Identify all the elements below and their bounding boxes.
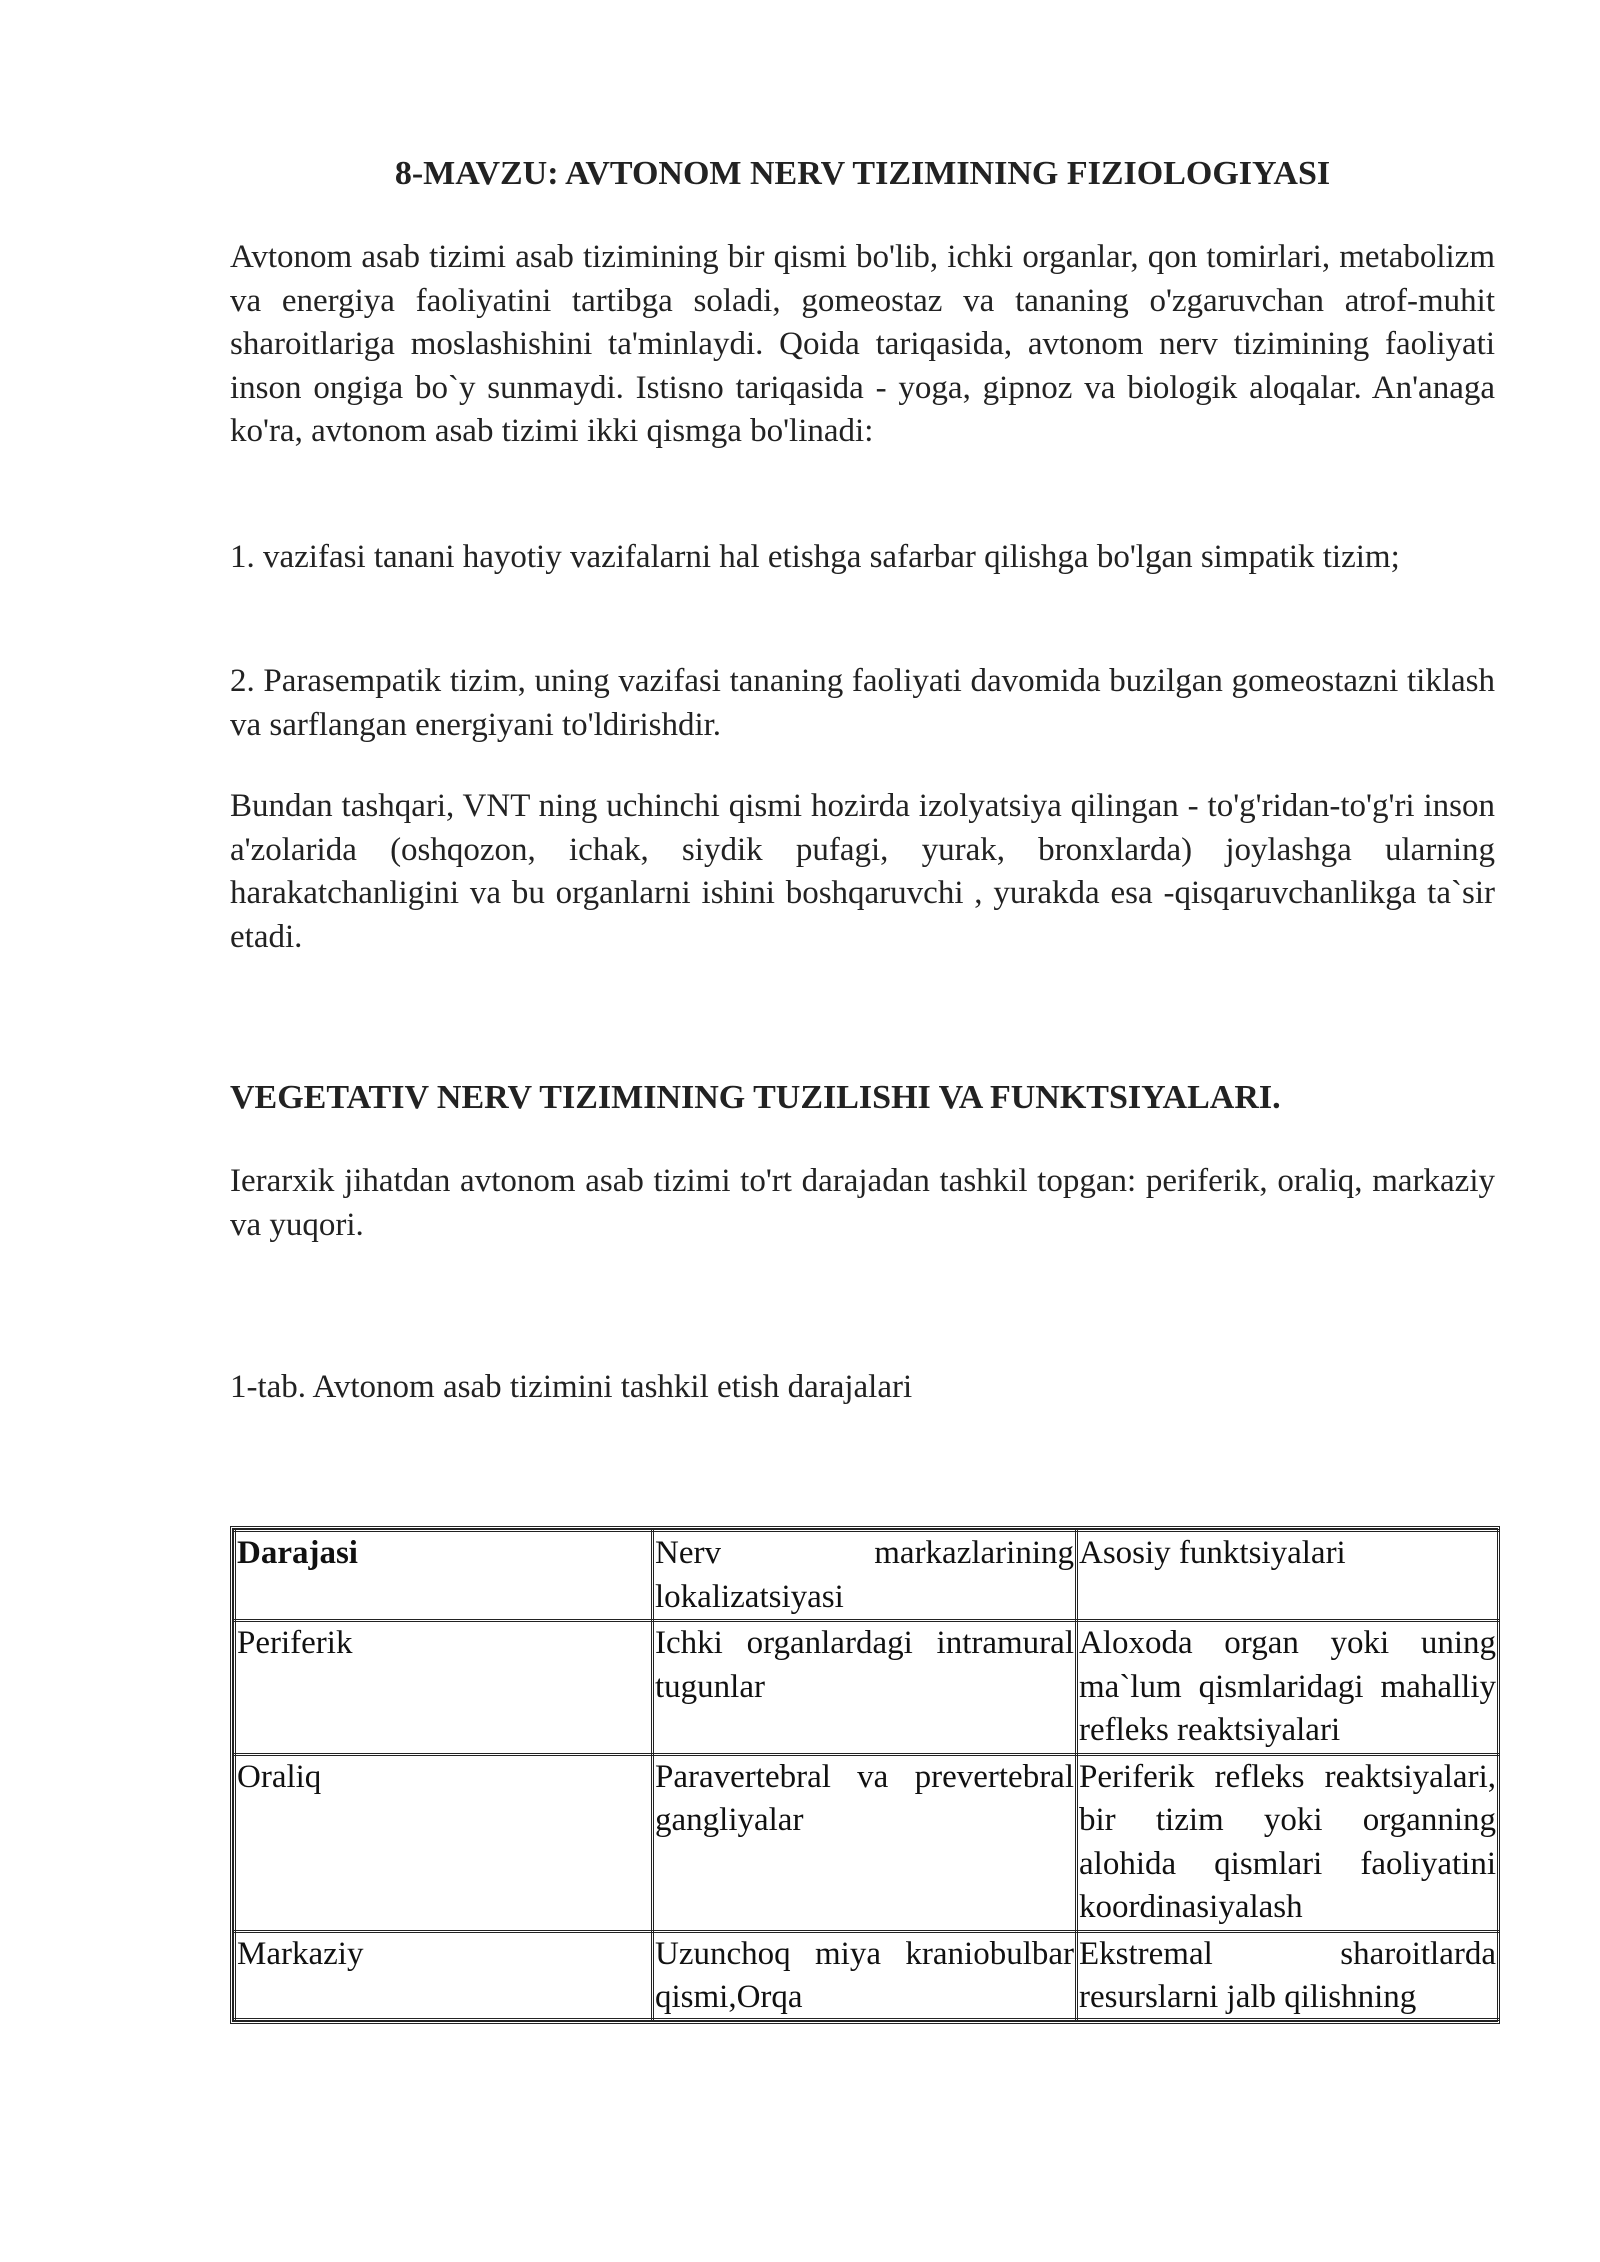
table-cell: Periferik [235,1621,653,1755]
paragraph-third-part: Bundan tashqari, VNT ning uchinchi qismi hozirda izolyatsiya qilingan - to'g'ridan-to'g'ri inson a'zolarida (oshqozon, ichak, siydik pufagi, yurak, bronxlarda) joylashga ularning harakatchanligini va bu organlarni ishini boshqaruvchi , yurakda esa -qisqaruvchanlikga ta`sir etadi. [230,788,1495,955]
header-cell-localization: Nerv markazlarining lokalizatsiyasi [653,1531,1077,1621]
header-cell-functions: Asosiy funktsiyalari [1077,1531,1499,1621]
paragraph-parasympathetic: 2. Parasempatik tizim, uning vazifasi tananing faoliyati davomida buzilgan gomeostazni tiklash va sarflangan energiyani to'ldirishdir. [230,663,1495,743]
document-title: 8-MAVZU: AVTONOM NERV TIZIMINING FIZIOLOGIYASI [394,155,1331,192]
table-cell: Markaziy [235,1931,653,2019]
table-cell: Periferik refleks reaktsiyalari, bir tizim yoki organning alohida qismlari faoliyatini koordinasiyalash [1077,1754,1499,1931]
paragraph-sympathetic: 1. vazifasi tanani hayotiy vazifalarni hal etishga safarbar qilishga bo'lgan simpatik tizim; [230,539,1400,575]
table-row [235,1931,1499,2019]
levels-table [230,1526,1500,2024]
table-cell: Ichki organlardagi intramural tugunlar [653,1621,1077,1755]
table-header-row [235,1531,1499,1621]
header-cell-level: Darajasi [235,1531,653,1621]
table-cell: Uzunchoq miya kraniobulbar qismi,Orqa [653,1931,1077,2019]
section-heading: VEGETATIV NERV TIZIMINING TUZILISHI VA FUNKTSIYALARI. [230,1079,1281,1116]
table-caption: 1-tab. Avtonom asab tizimini tashkil etish darajalari [230,1369,913,1405]
table-row [235,1621,1499,1755]
table-cell: Oraliq [235,1754,653,1931]
section-paragraph: Ierarxik jihatdan avtonom asab tizimi to'rt darajadan tashkil topgan: periferik, oraliq, markaziy va yuqori. [230,1163,1495,1243]
table-cell: Aloxoda organ yoki uning ma`lum qismlaridagi mahalliy refleks reaktsiyalari [1077,1621,1499,1755]
table-cell: Paravertebral va prevertebral gangliyalar [653,1754,1077,1931]
table-row [235,1754,1499,1931]
table-cell: Ekstremal sharoitlarda resurslarni jalb qilishning [1077,1931,1499,2019]
paragraph-intro: Avtonom asab tizimi asab tizimining bir qismi bo'lib, ichki organlar, qon tomirlari, metabolizm va energiya faoliyatini tartibga soladi, gomeostaz va tananing o'zgaruvchan atrof-muhit sharoitlariga moslashishini ta'minlaydi. Qoida tariqasida, avtonom nerv tizimining faoliyati inson ongiga bo`y sunmaydi. Istisno tariqasida - yoga, gipnoz va biologik aloqalar. An'anaga ko'ra, avtonom asab tizimi ikki qismga bo'linadi: [230,239,1495,449]
